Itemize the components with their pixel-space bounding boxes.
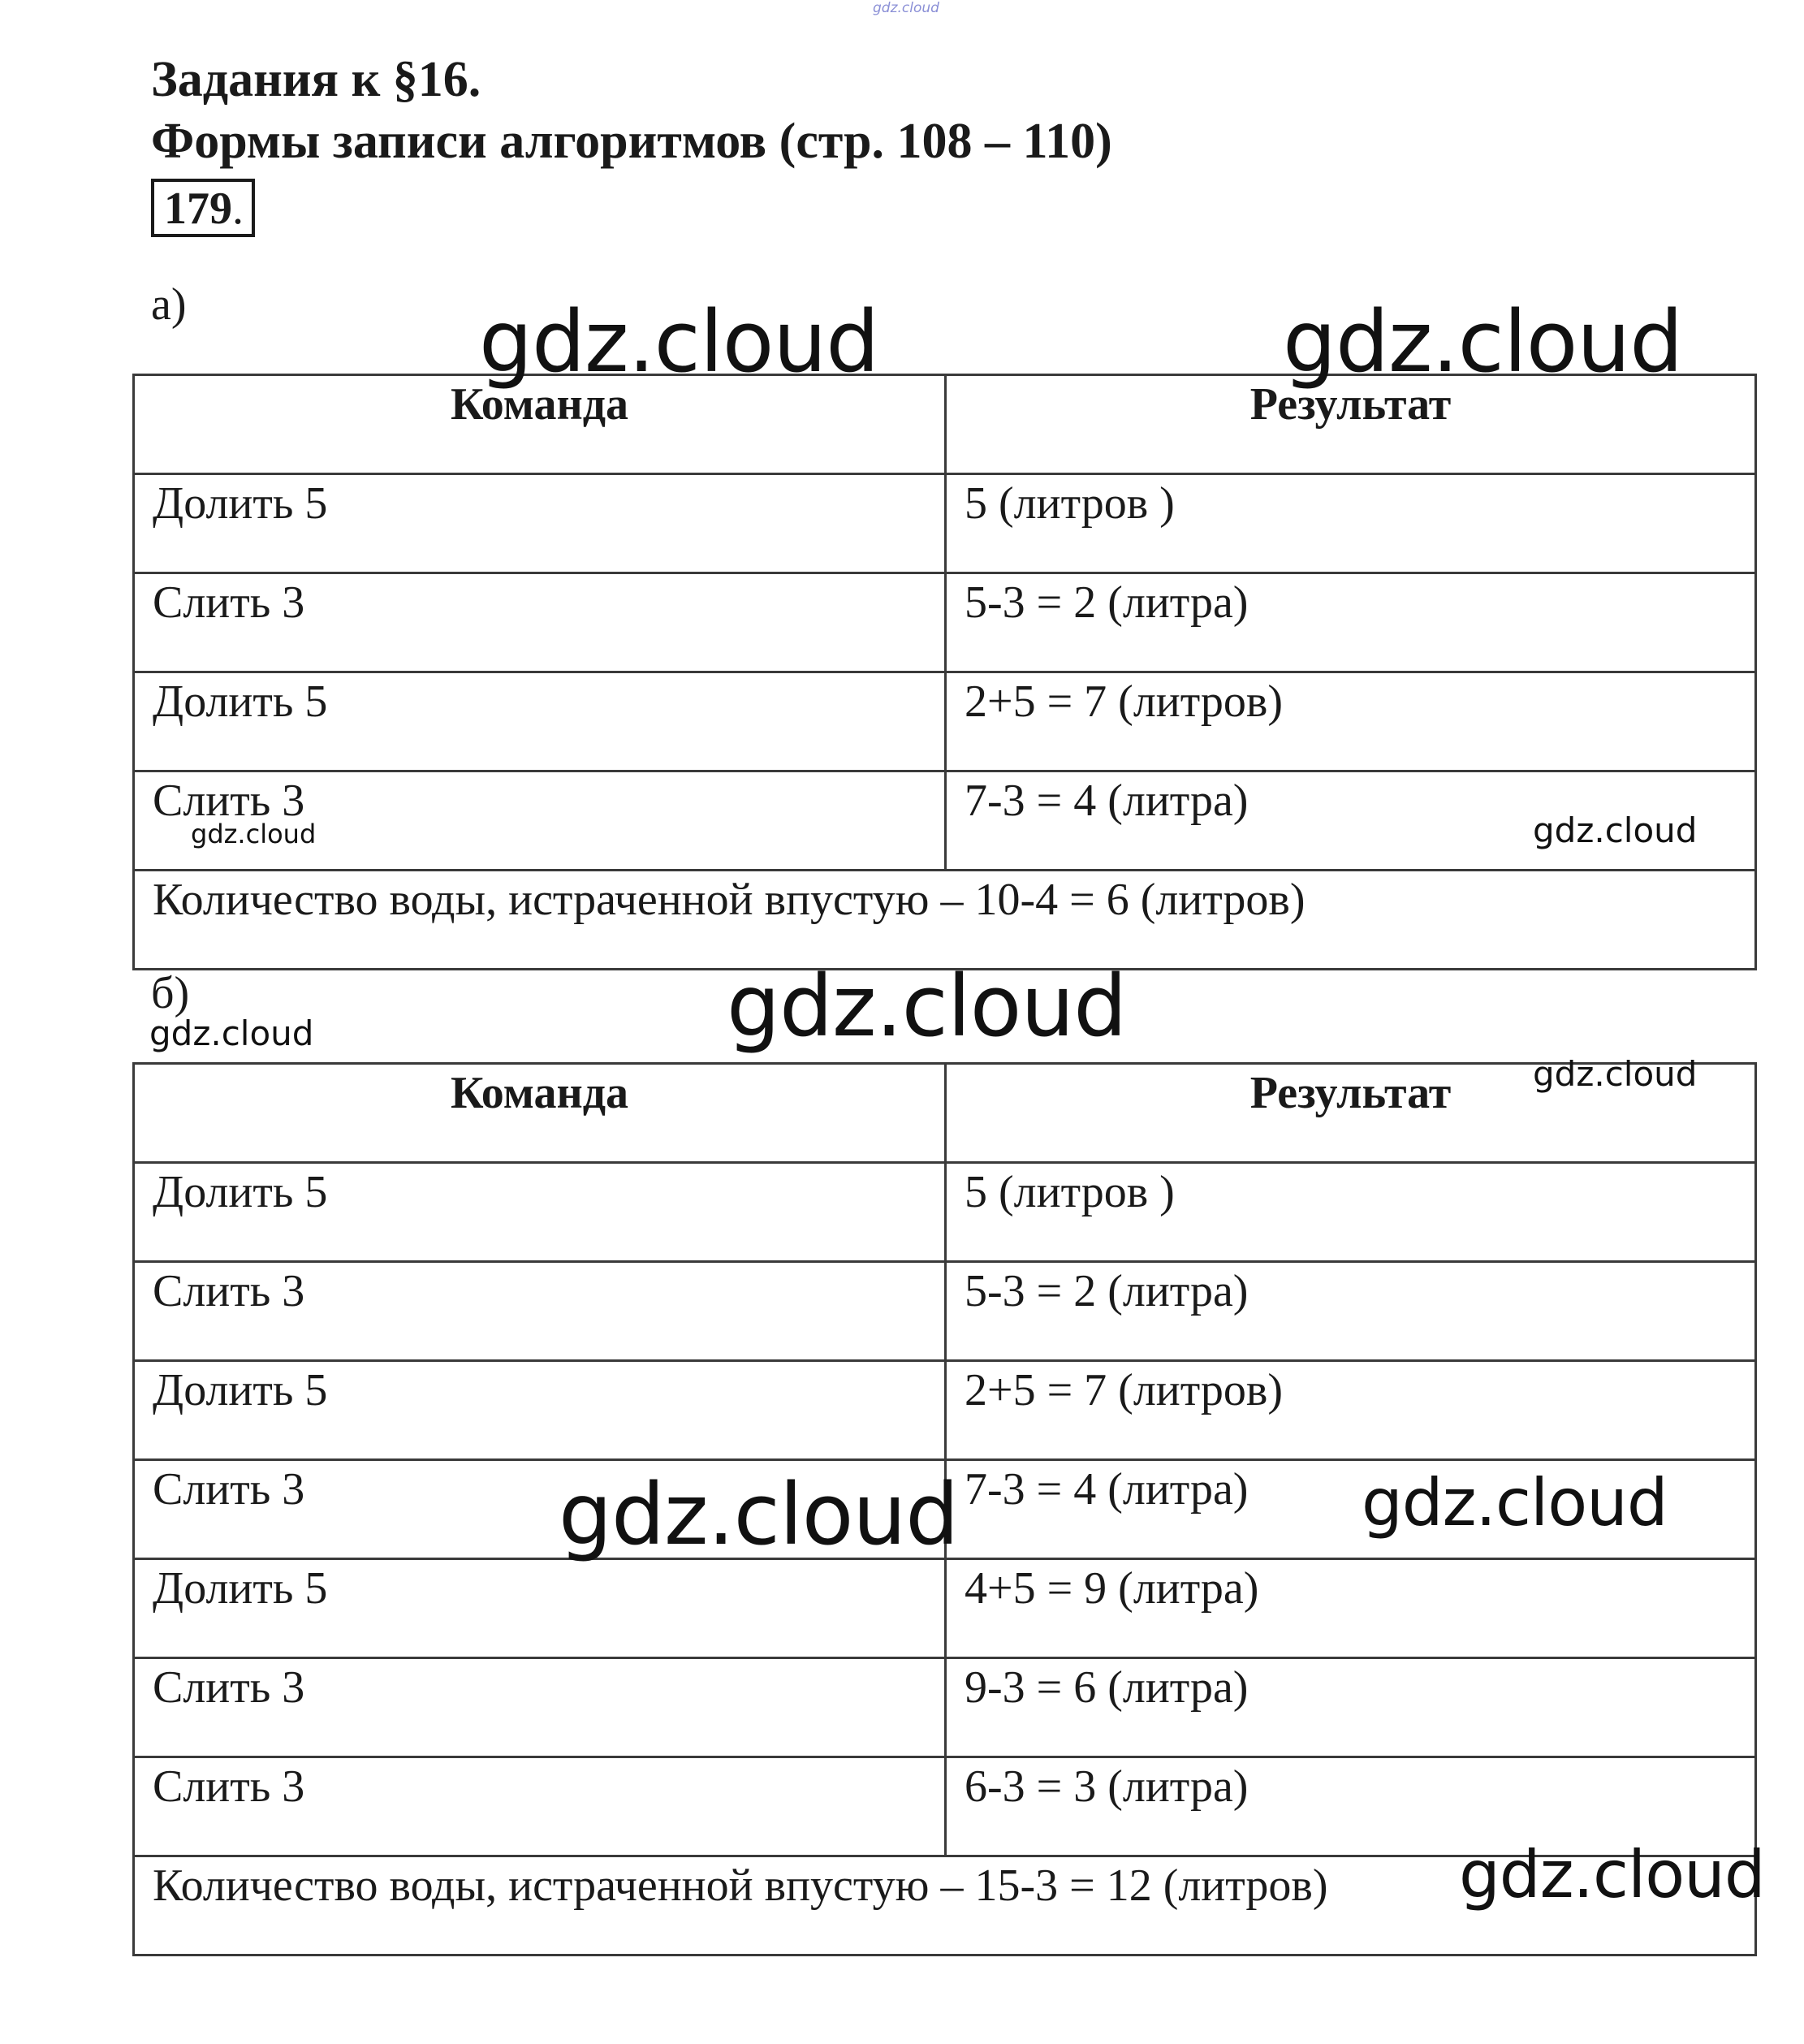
table-row <box>134 1658 1756 1757</box>
result-cell: 2+5 = 7 (литров) <box>946 1361 1756 1460</box>
section-title: Задания к §16. <box>151 52 481 107</box>
command-cell: Долить 5 <box>134 672 946 771</box>
column-header-result: Результат <box>946 375 1756 474</box>
task-number-suffix: . <box>232 184 244 234</box>
command-cell: Слить 3 <box>134 1757 946 1856</box>
command-cell: Долить 5 <box>134 1163 946 1262</box>
result-cell: 7-3 = 4 (литра) <box>946 1460 1756 1559</box>
result-cell: 5-3 = 2 (литра) <box>946 573 1756 672</box>
command-cell: Слить 3 <box>134 771 946 871</box>
table-row <box>134 1559 1756 1658</box>
watermark: gdz.cloud <box>1362 1465 1668 1541</box>
summary-cell: Количество воды, истраченной впустую – 15-3 = 12 (литров) <box>134 1856 1756 1955</box>
watermark: gdz.cloud <box>1283 292 1683 391</box>
result-cell: 5 (литров ) <box>946 1163 1756 1262</box>
command-cell: Долить 5 <box>134 474 946 573</box>
result-cell: 6-3 = 3 (литра) <box>946 1757 1756 1856</box>
table-row <box>134 672 1756 771</box>
command-cell: Долить 5 <box>134 1361 946 1460</box>
top-watermark: gdz.cloud <box>873 0 939 16</box>
column-header-command: Команда <box>134 375 946 474</box>
result-cell: 5 (литров ) <box>946 474 1756 573</box>
column-header-command: Команда <box>134 1064 946 1163</box>
result-cell: 5-3 = 2 (литра) <box>946 1262 1756 1361</box>
watermark: gdz.cloud <box>191 819 317 849</box>
command-cell: Слить 3 <box>134 573 946 672</box>
table-row <box>134 1262 1756 1361</box>
table-row <box>134 573 1756 672</box>
table-row <box>134 1361 1756 1460</box>
summary-cell: Количество воды, истраченной впустую – 10-4 = 6 (литров) <box>134 871 1756 970</box>
result-cell: 4+5 = 9 (литра) <box>946 1559 1756 1658</box>
summary-row <box>134 871 1756 970</box>
watermark: gdz.cloud <box>1459 1837 1765 1912</box>
table-row <box>134 771 1756 871</box>
table-row <box>134 1460 1756 1559</box>
watermark: gdz.cloud <box>559 1465 959 1564</box>
table-row <box>134 1757 1756 1856</box>
command-cell: Слить 3 <box>134 1262 946 1361</box>
part-b-label: б) <box>151 968 190 1018</box>
table-row <box>134 1163 1756 1262</box>
part-b-table <box>132 1062 1757 1956</box>
section-subtitle: Формы записи алгоритмов (стр. 108 – 110) <box>151 114 1112 169</box>
part-a-table <box>132 374 1757 970</box>
task-number-box <box>151 179 255 237</box>
result-cell: 2+5 = 7 (литров) <box>946 672 1756 771</box>
part-a-label: а) <box>151 279 187 330</box>
column-header-result: Результат <box>946 1064 1756 1163</box>
result-cell: 9-3 = 6 (литра) <box>946 1658 1756 1757</box>
command-cell: Слить 3 <box>134 1658 946 1757</box>
command-cell: Слить 3 <box>134 1460 946 1559</box>
watermark: gdz.cloud <box>149 1013 314 1053</box>
watermark: gdz.cloud <box>727 957 1127 1056</box>
table-header-row <box>134 1064 1756 1163</box>
watermark: gdz.cloud <box>479 292 879 391</box>
result-cell: 7-3 = 4 (литра) <box>946 771 1756 871</box>
watermark: gdz.cloud <box>1533 1054 1698 1094</box>
summary-row <box>134 1856 1756 1955</box>
task-number: 179 <box>164 184 232 234</box>
watermark: gdz.cloud <box>1533 810 1698 850</box>
table-header-row <box>134 375 1756 474</box>
command-cell: Долить 5 <box>134 1559 946 1658</box>
table-row <box>134 474 1756 573</box>
